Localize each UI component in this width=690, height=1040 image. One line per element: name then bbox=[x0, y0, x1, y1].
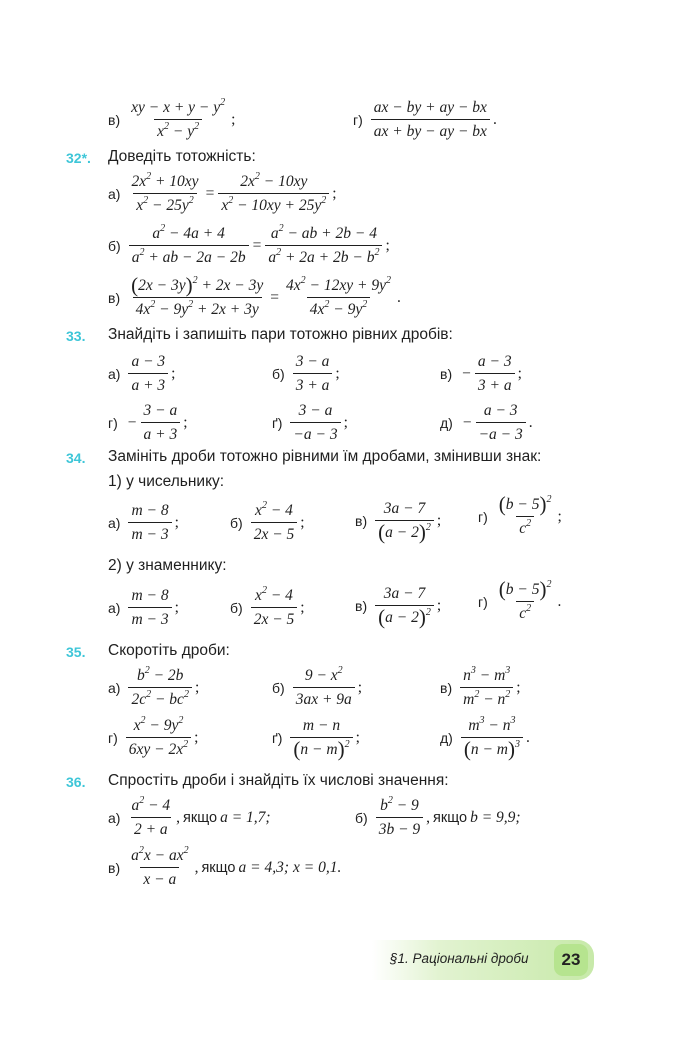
item-33-a: а) a − 3 a + 3 ; bbox=[108, 353, 176, 394]
item-label: б) bbox=[230, 599, 243, 616]
task-number: 34. bbox=[66, 450, 86, 466]
fraction: xy − $x + y - y^2$ $x^2 - y^2$ bbox=[131, 97, 226, 140]
item-33-v: в) − $\frac{a - 3}{3 + a}$ ; bbox=[440, 353, 522, 394]
item-34-1-a: а) m − 8 m − 3 ; bbox=[108, 502, 179, 543]
word-if: якщо bbox=[183, 809, 218, 826]
task-number: 33. bbox=[66, 328, 86, 344]
fraction: 3 − a 3 + a bbox=[293, 352, 333, 395]
task-heading: Замініть дроби тотожно рівними їм дробами, змінивши знак: bbox=[108, 448, 542, 465]
item-label: ґ) bbox=[272, 414, 283, 431]
task-number: 32*. bbox=[66, 150, 91, 166]
item-35-d: д) $m^3 - n^3$ $(n - m)^3$ . bbox=[440, 715, 530, 761]
item-32-b: б) $\frac{a^2 - 4a + 4}{a^2 + ab - 2a - 2b}$ = $\frac{a^2 - ab + 2b - 4}{a^2 + 2a + 2b - b^2}$ ; bbox=[108, 223, 390, 266]
task-heading: Скоротіть дроби: bbox=[108, 642, 230, 659]
task-heading: Знайдіть і запишіть пари тотожно рівних дробів: bbox=[108, 326, 453, 343]
item-label: б) bbox=[355, 809, 368, 826]
item-label: в) bbox=[108, 289, 121, 306]
item-33-b: б) 3 − a 3 + a ; bbox=[272, 353, 340, 394]
fraction: m − 8 m − 3 bbox=[128, 501, 171, 544]
item-label: а) bbox=[108, 679, 121, 696]
item-label: а) bbox=[108, 599, 121, 616]
fraction: $x^2 - 9y^2$ $6xy - 2x^2$ bbox=[126, 716, 191, 759]
fraction: $9 - x^2$ 3ax + 9a bbox=[293, 666, 355, 709]
item-label: в) bbox=[440, 365, 453, 382]
fraction: $x^2 - 4$ 2x − 5 bbox=[251, 501, 298, 544]
fraction: $x^2 - 4$ 2x − 5 bbox=[251, 586, 298, 629]
item-label: а) bbox=[108, 514, 121, 531]
item-label: б) bbox=[230, 514, 243, 531]
subheading-denominator: 2) у знаменнику: bbox=[108, 557, 227, 574]
fraction: $\frac{2x^2 + 10xy}{x^2 - 25y^2}$ bbox=[131, 171, 199, 214]
item-35-a: а) $b^2 - 2b$ $2c^2 - bc^2$ ; bbox=[108, 665, 200, 708]
item-label: а) bbox=[108, 365, 121, 382]
fraction: $b^2 - 9$ 3b − 9 bbox=[376, 796, 423, 839]
fraction: 3 − a −a − 3 bbox=[290, 401, 340, 444]
item-label: д) bbox=[440, 729, 453, 746]
item-label: д) bbox=[440, 414, 453, 431]
item-label: в) bbox=[440, 679, 453, 696]
fraction: $(b - 5)^2$ $c^2$ bbox=[498, 492, 552, 537]
fraction: $\frac{a^2 - ab + 2b - 4}{a^2 + 2a + 2b - b^2}$ bbox=[265, 224, 382, 267]
item-label: г) bbox=[353, 111, 363, 128]
fraction: $\frac{2x^2 - 10xy}{x^2 - 10xy + 25y^2}$ bbox=[218, 172, 329, 215]
item-label: б) bbox=[108, 237, 121, 254]
item-label: г) bbox=[478, 508, 488, 525]
item-label: а) bbox=[108, 185, 121, 202]
task-heading: Спростіть дроби і знайдіть їх числові значення: bbox=[108, 772, 449, 789]
fraction: 3a − 7 $(a - 2)^2$ bbox=[375, 499, 434, 542]
item-34-2-b: б) $x^2 - 4$ 2x − 5 ; bbox=[230, 585, 305, 628]
item-label: в) bbox=[355, 512, 368, 529]
item-label: б) bbox=[272, 365, 285, 382]
fraction: m − n $(n - m)^2$ bbox=[290, 716, 352, 759]
word-if: якщо bbox=[433, 809, 468, 826]
fraction: $\frac{(2x - 3y)^2 + 2x - 3y}{4x^2 - 9y^2 + 2x + 3y}$ bbox=[131, 273, 264, 318]
item-label: а) bbox=[108, 809, 121, 826]
fraction: $a^2x - ax^2$ x − a bbox=[131, 845, 189, 888]
item-label: в) bbox=[355, 597, 368, 614]
item-36-b: б) $b^2 - 9$ 3b − 9 , якщо b = 9,9; bbox=[355, 795, 521, 838]
item-36-a: а) $a^2 - 4$ 2 + a , якщо a = 1,7; bbox=[108, 795, 271, 838]
fraction: $b^2 - 2b$ $2c^2 - bc^2$ bbox=[128, 666, 191, 709]
item-36-v: в) $a^2x - ax^2$ x − a , якщо a = 4,3; x = 0,1. bbox=[108, 845, 342, 888]
item-32-a: а) $\frac{2x^2 + 10xy}{x^2 - 25y^2}$ = $\frac{2x^2 - 10xy}{x^2 - 10xy + 25y^2}$ ; bbox=[108, 171, 337, 214]
item-33-g: г) − $\frac{3 - a}{a + 3}$ ; bbox=[108, 402, 188, 443]
fraction: $\frac{a - 3}{-a - 3}$ bbox=[476, 401, 526, 444]
fraction: $\frac{4x^2 - 12xy + 9y^2}{4x^2 - 9y^2}$ bbox=[286, 275, 391, 318]
fraction: 3a − 7 $(a - 2)^2$ bbox=[375, 584, 434, 627]
task-number: 35. bbox=[66, 644, 86, 660]
fraction: $n^3 - m^3$ $m^2 - n^2$ bbox=[460, 666, 513, 709]
fraction: a − 3 a + 3 bbox=[128, 352, 168, 395]
item-35-g-soft: ґ) m − n $(n - m)^2$ ; bbox=[272, 717, 360, 761]
item-label: б) bbox=[272, 679, 285, 696]
value-x: x = 0,1. bbox=[292, 858, 342, 876]
fraction: m − 8 m − 3 bbox=[128, 586, 171, 629]
item-label: г) bbox=[478, 593, 488, 610]
section-title: §1. Раціональні дроби bbox=[390, 951, 529, 966]
task-heading: Доведіть тотожність: bbox=[108, 148, 256, 165]
fraction: $(b - 5)^2$ $c^2$ bbox=[498, 577, 552, 622]
value-b: b = 9,9; bbox=[470, 808, 521, 826]
word-if: якщо bbox=[201, 859, 236, 876]
item-34-1-g: г) $(b - 5)^2$ $c^2$ ; bbox=[478, 492, 562, 537]
fraction: ax − by + ay − bx ax + by − ay − bx bbox=[371, 98, 490, 141]
item-label: г) bbox=[108, 414, 118, 431]
item-34-2-v: в) 3a − 7 $(a - 2)^2$ ; bbox=[355, 585, 442, 629]
fraction: $\frac{3 - a}{a + 3}$ bbox=[141, 401, 181, 444]
item-34-2-g: г) $(b - 5)^2$ $c^2$ . bbox=[478, 577, 562, 622]
item-34-1-b: б) $x^2 - 4$ 2x − 5 ; bbox=[230, 500, 305, 543]
value-a: a = 1,7; bbox=[220, 808, 271, 826]
item-label: в) bbox=[108, 859, 121, 876]
value-a: a = 4,3; bbox=[238, 858, 289, 876]
subheading-numerator: 1) у чисельнику: bbox=[108, 473, 225, 490]
item-33-g-soft: ґ) 3 − a −a − 3 ; bbox=[272, 402, 348, 443]
fraction: $m^3 - n^3$ $(n - m)^3$ bbox=[461, 716, 523, 759]
task-number: 36. bbox=[66, 774, 86, 790]
item-35-g: г) $x^2 - 9y^2$ $6xy - 2x^2$ ; bbox=[108, 715, 199, 758]
item-prev-g: г) ax − by + ay − bx ax + by − ay − bx . bbox=[353, 99, 497, 140]
fraction: $\frac{a^2 - 4a + 4}{a^2 + ab - 2a - 2b}$ bbox=[129, 224, 249, 267]
item-label: в) bbox=[108, 111, 121, 128]
item-label: г) bbox=[108, 729, 118, 746]
page-number: 23 bbox=[554, 944, 588, 976]
page-footer bbox=[372, 940, 594, 980]
fraction: $a^2 - 4$ 2 + a bbox=[131, 795, 171, 838]
item-32-v: в) $\frac{(2x - 3y)^2 + 2x - 3y}{4x^2 - 9y^2 + 2x + 3y}$ = $\frac{4x^2 - 12xy + 9y^2}{4x^2 - 9y^2}$ . bbox=[108, 273, 401, 318]
item-prev-v: в) xy − $x + y - y^2$ $x^2 - y^2$ ; bbox=[108, 97, 236, 140]
item-33-d: д) − $\frac{a - 3}{-a - 3}$ . bbox=[440, 402, 533, 443]
item-35-v: в) $n^3 - m^3$ $m^2 - n^2$ ; bbox=[440, 665, 521, 708]
item-34-2-a: а) m − 8 m − 3 ; bbox=[108, 587, 179, 628]
item-35-b: б) $9 - x^2$ 3ax + 9a ; bbox=[272, 665, 363, 708]
item-label: ґ) bbox=[272, 729, 283, 746]
item-34-1-v: в) 3a − 7 $(a - 2)^2$ ; bbox=[355, 500, 442, 544]
fraction: $\frac{a - 3}{3 + a}$ bbox=[475, 352, 515, 395]
